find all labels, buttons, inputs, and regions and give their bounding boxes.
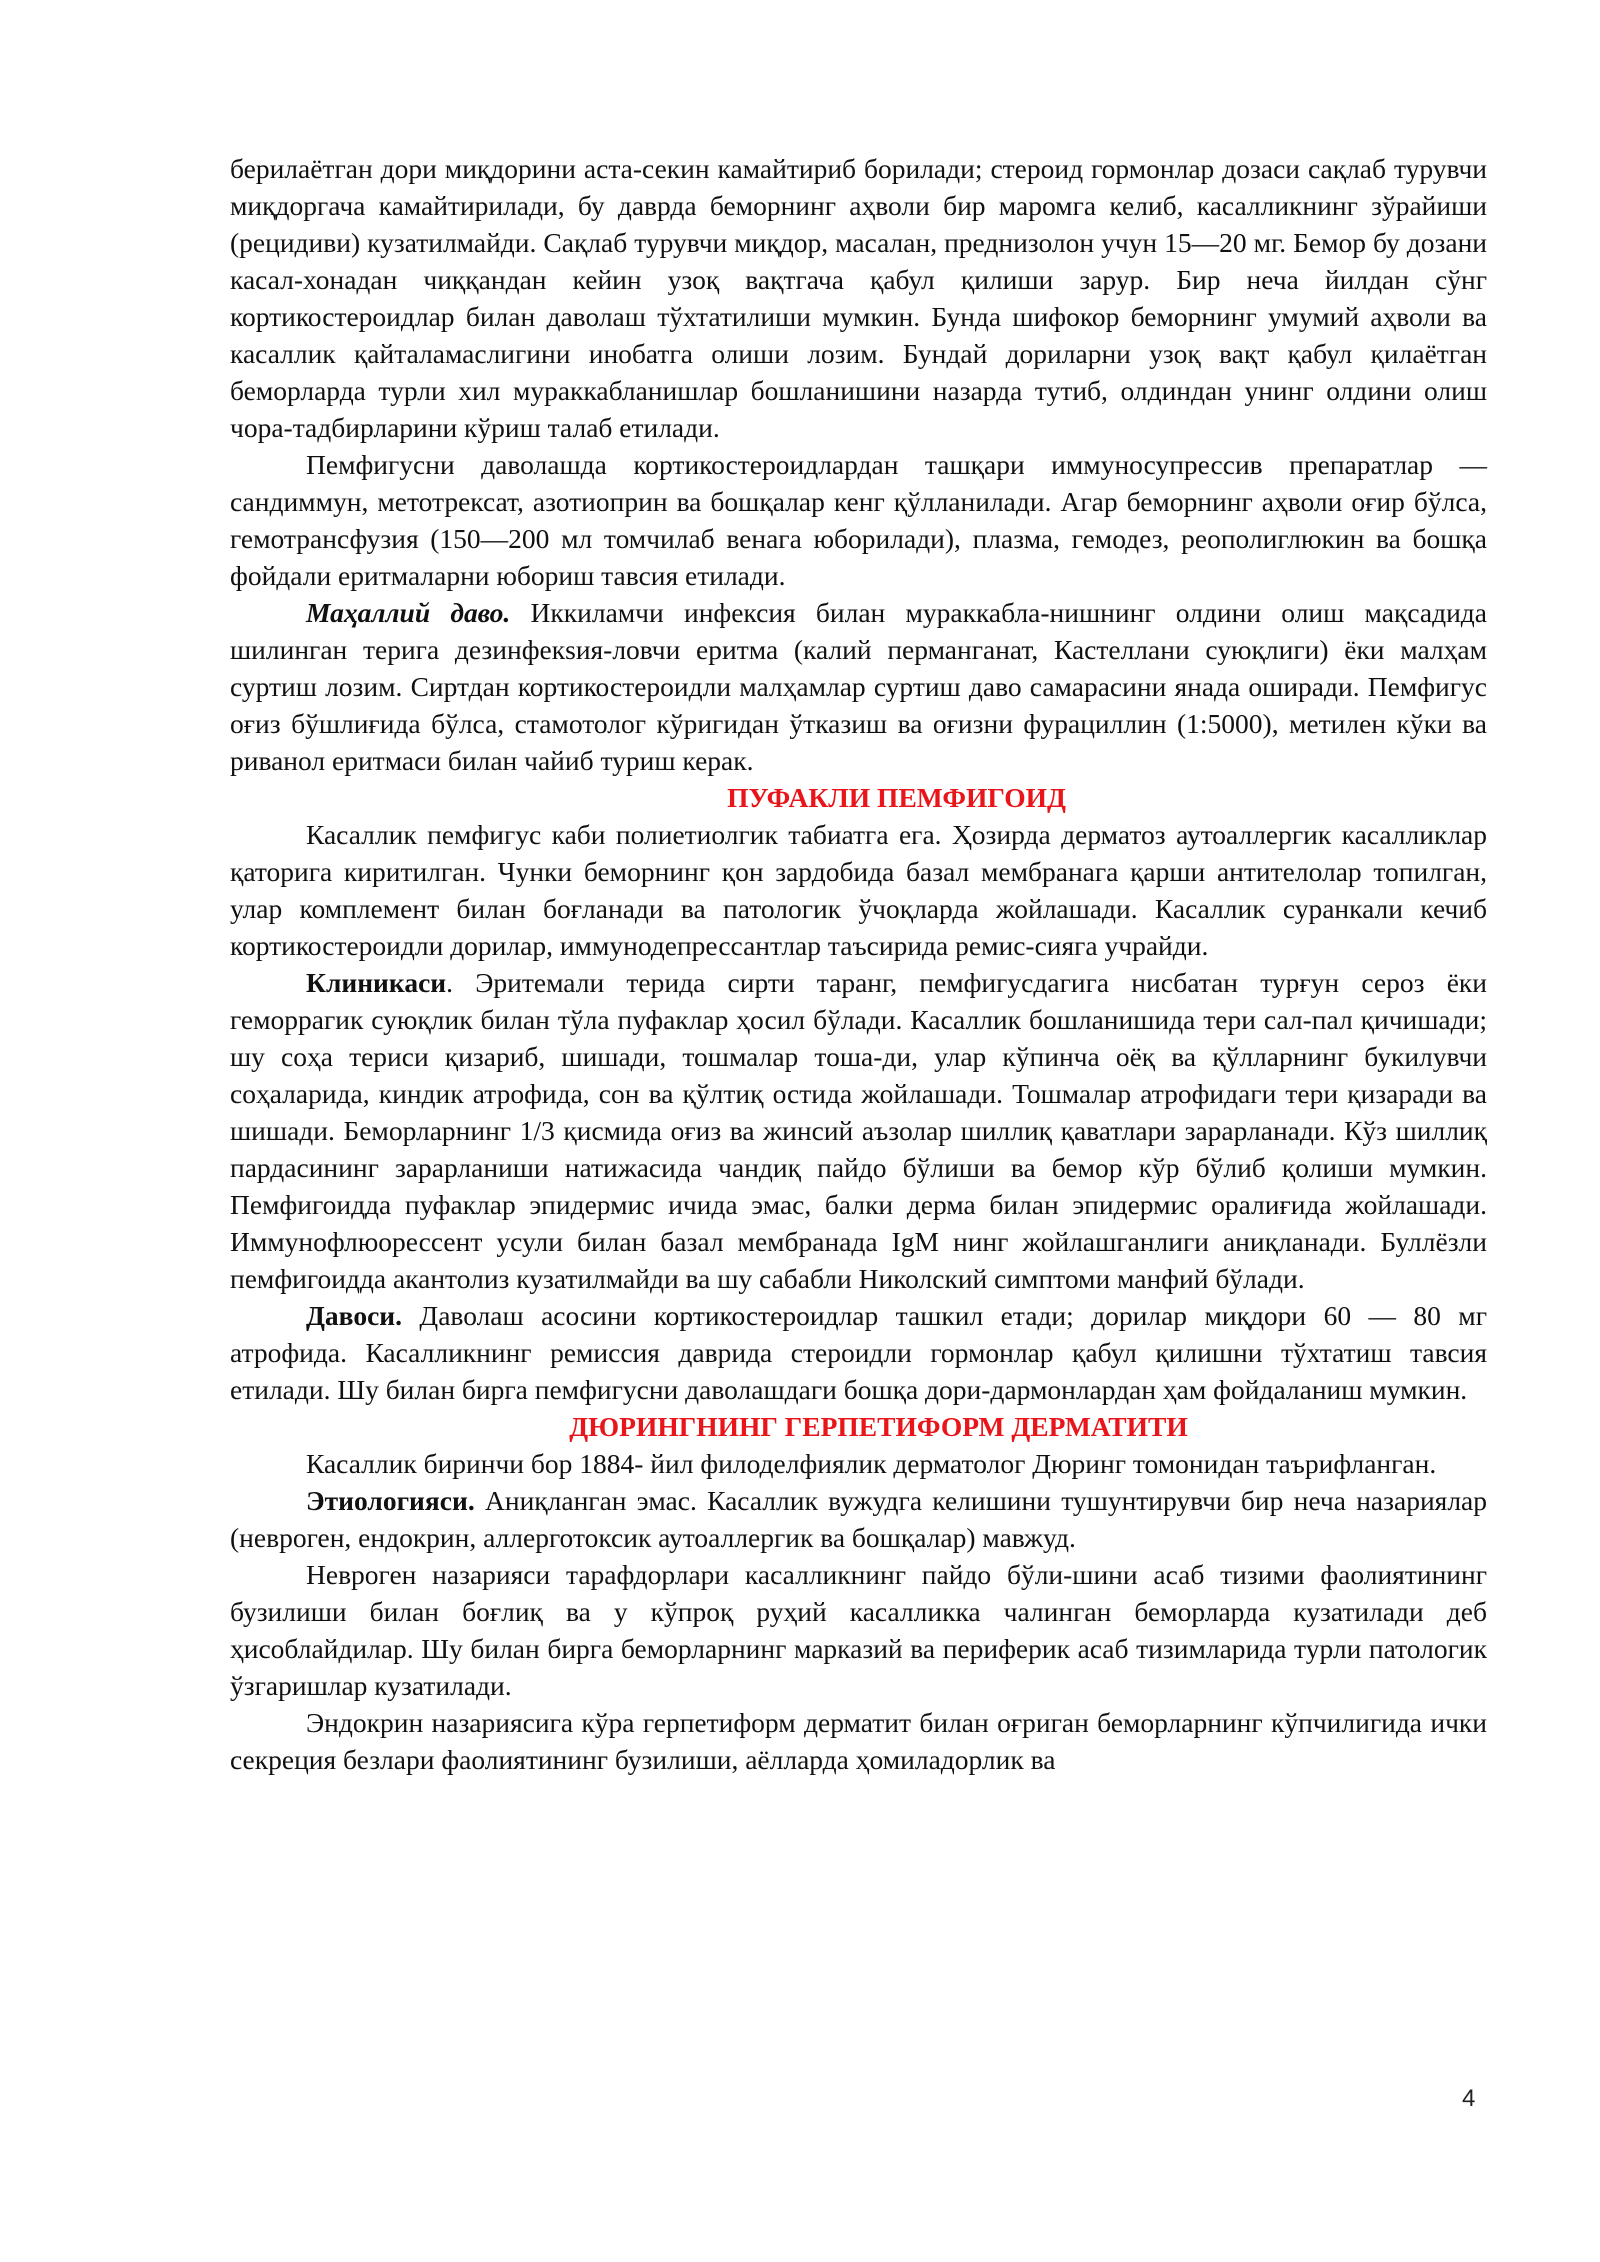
page-content	[230, 150, 1487, 1778]
lead-local-treatment: Маҳаллий даво.	[306, 597, 511, 628]
text-etiology: Аниқланган эмас. Касаллик вужудга келишини тушунтирувчи бир неча назариялар (неврoген, ендокрин, аллерготоксик аутоаллергик ва бошқалар) мавжуд.	[230, 1485, 1487, 1553]
lead-clinical: Клиникаси	[306, 967, 447, 998]
paragraph-clinical	[230, 964, 1487, 1297]
paragraph-duhring-intro: Касаллик биринчи бор 1884- йил филоделфиялик дерматолог Дюринг томонидан таърифланган.	[306, 1448, 1437, 1479]
paragraph-pemphigoid-intro: Касаллик пемфигус каби полиетиолгик табиатга ега. Ҳозирда дерматоз аутоаллергик касалликлар қаторига киритилган. Чунки беморнинг қон зардобида базал мембранага қарши антителолар топилган, улар комплемент билан боғланади ва патологик ўчоқларда жойлашади. Касаллик суранкали кечиб кортикостероидли дорилар, иммунодепрессантлар таъсирида ремис-сияга учрайди.	[230, 819, 1487, 961]
lead-etiology: Этиологияси.	[306, 1485, 475, 1516]
paragraph-neurogenic-theory: Неврoген назарияси тарафдорлари касалликнинг пайдо бўли-шини асаб тизими фаолиятининг бузилиши билан боғлиқ ва у кўпроқ руҳий касалликка чалинган беморларда кузатилади деб ҳисоблайдилар. Шу билан бирга беморларнинг марказий ва периферик асаб тизимларида турли патологик ўзгаришлар кузатилади.	[230, 1559, 1487, 1701]
paragraph-immunosuppressive: Пемфигусни даволашда кортикостероидлардан ташқари иммуносупрессив препаратлар — сандиммун, метотрексат, азотиоприн ва бошқалар кенг қўлланилади. Агар беморнинг аҳволи оғир бўлса, гемотрансфузия (150—200 мл томчилаб венага юборилади), плазма, гемодез, реополиглюкин ва бошқа фойдали еритмаларни юбориш тавсия етилади.	[230, 449, 1487, 591]
text-clinical: . Эритемали терида сирти таранг, пемфигусдагига нисбатан турғун сероз ёки геморрагик суюқлик билан тўла пуфаклар ҳосил бўлади. Касаллик бошланишида тери сал-пал қичишади; шу соҳа териси қизариб, шишади, тошмалар тоша-ди, улар кўпинча оёқ ва қўлларнинг букилувчи соҳаларида, киндик атрофида, сон ва қўлтиқ остида жойлашади. Тошмалар атрофидаги тери қизаради ва шишади. Беморларнинг 1/3 қисмида оғиз ва жинсий аъзолар шиллиқ қаватлари зарарланади. Кўз шиллиқ пардасининг зарарланиши натижасида чандиқ пайдо бўлиши ва бемор кўр бўлиб қолиши мумкин. Пемфигоидда пуфаклар эпидермис ичида эмас, балки дерма билан эпидермис оралиғида жойлашади. Иммунофлюорессент усули билан базал мембранада IgM нинг жойлашганлиги аниқланади. Буллёзли пемфигоидда акантолиз кузатилмайди ва шу сабабли Николский симптоми манфий бўлади.	[230, 967, 1487, 1294]
text-local-treatment: Иккиламчи инфексия билан мураккабла-нишнинг олдини олиш мақсадида шилинган терига дезинфекsия-ловчи еритма (калий перманганат, Кастеллани суюқлиги) ёки малҳам суртиш лозим. Сиртдан кортикостероидли малҳамлар суртиш даво самарасини янада оширади. Пемфигус оғиз бўшлиғида бўлса, стамотолог кўригидан ўтказиш ва оғизни фурациллин (1:5000), метилен кўки ва риванол еритмаси билан чайиб туриш керак.	[230, 597, 1487, 776]
paragraph-therapy	[230, 1297, 1487, 1408]
text-therapy: Даволаш асосини кортикостероидлар ташкил етади; дорилар миқдори 60 — 80 мг атрофида. Касалликнинг ремиссия даврида стероидли гормонлар қабул қилишни тўхтатиш тавсия етилади. Шу билан бирга пемфигусни даволашдаги бошқа дори-дармонлардан ҳам фойдаланиш мумкин.	[230, 1300, 1487, 1405]
heading-bullous-pemphigoid: ПУФАКЛИ ПЕМФИГОИД	[727, 782, 1066, 813]
page-number: 4	[1462, 2085, 1476, 2112]
paragraph-endocrine-theory: Эндокрин назариясига кўра герпетиформ дерматит билан оғриган беморларнинг кўпчилигида ички секреция безлари фаолиятининг бузилиши, аёлларда ҳомиладорлик ва	[230, 1707, 1487, 1775]
heading-duhring-dermatitis: ДЮРИНГНИНГ ГЕРПЕТИФОРМ ДЕРМАТИТИ	[569, 1411, 1188, 1442]
paragraph-etiology	[230, 1482, 1487, 1556]
lead-therapy: Давоси.	[306, 1300, 403, 1331]
paragraph-local-treatment	[230, 594, 1487, 779]
paragraph-treatment-continued: берилаётган дори миқдорини аста-секин камайтириб борилади; стероид гормонлар дозаси сақлаб турувчи миқдоргача камайтирилади, бу даврда беморнинг аҳволи бир маромга келиб, касалликнинг зўрайиши (рецидиви) кузатилмайди. Сақлаб турувчи миқдор, масалан, преднизолон учун 15—20 мг. Бемор бу дозани касал-хонадан чиққандан кейин узоқ вақтгача қабул қилиши зарур. Бир неча йилдан сўнг кортикостероидлар билан даволаш тўхтатилиши мумкин. Бунда шифокор беморнинг умумий аҳволи ва касаллик қайталамаслигини инобатга олиши лозим. Бундай дориларни узоқ вақт қабул қилаётган беморларда турли хил мураккабланишлар бошланишини назарда тутиб, олдиндан унинг олдини олиш чора-тадбирларини кўриш талаб етилади.	[230, 153, 1487, 443]
